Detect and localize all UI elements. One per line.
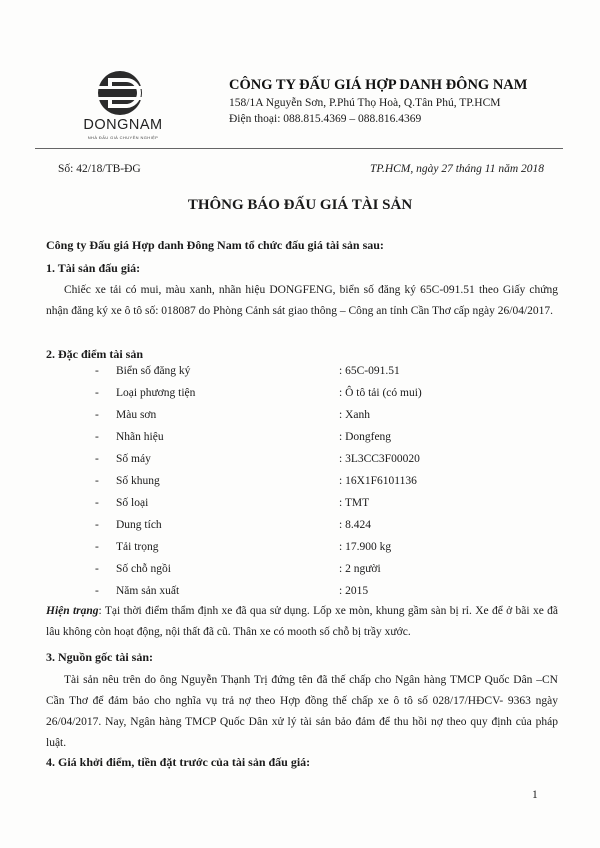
company-name: CÔNG TY ĐẤU GIÁ HỢP DANH ĐÔNG NAM bbox=[229, 77, 528, 93]
condition-text: : Tại thời điểm thẩm định xe đã qua sử dụng. Lốp xe mòn, khung gầm sàn bị rỉ. Xe để ở bãi xe đã lâu không còn hoạt động, nội thất đã cũ. Thân xe có mooth số chỗ bị trầy xước. bbox=[46, 605, 558, 638]
section-4-heading: 4. Giá khởi điểm, tiền đặt trước của tài sản đấu giá: bbox=[46, 755, 311, 769]
spec-value: : 65C-091.51 bbox=[339, 365, 400, 377]
bullet-dash: - bbox=[95, 387, 99, 399]
section-3-body: Tài sản nêu trên do ông Nguyễn Thạnh Trị đứng tên đã thế chấp cho Ngân hàng TMCP Quốc Dân –CN Cần Thơ để đảm bảo cho nghĩa vụ trả nợ theo Hợp đồng thế chấp xe ô tô số 028/17/HĐCV- 9363 ngày 26/04/2017. Nay, Ngân hàng TMCP Quốc Dân xử lý tài sản bảo đảm để thu hồi nợ theo quy định của pháp luật. bbox=[46, 674, 558, 749]
spec-row bbox=[0, 453, 600, 475]
document-date: TP.HCM, ngày 27 tháng 11 năm 2018 bbox=[370, 163, 544, 175]
spec-label: Tải trọng bbox=[116, 541, 159, 553]
spec-row bbox=[0, 519, 600, 541]
bullet-dash: - bbox=[95, 497, 99, 509]
bullet-dash: - bbox=[95, 563, 99, 575]
spec-label: Loại phương tiện bbox=[116, 387, 196, 399]
spec-label: Số máy bbox=[116, 453, 151, 465]
page-number: 1 bbox=[532, 789, 538, 801]
condition-paragraph bbox=[46, 601, 558, 643]
logo-text: DONGNAM bbox=[83, 117, 163, 133]
spec-row bbox=[0, 563, 600, 585]
section-1-text bbox=[46, 280, 558, 322]
spec-value: : 8.424 bbox=[339, 519, 371, 531]
spec-label: Dung tích bbox=[116, 519, 162, 531]
spec-row bbox=[0, 475, 600, 497]
reference-number: Số: 42/18/TB-ĐG bbox=[58, 163, 141, 175]
page-title: THÔNG BÁO ĐẤU GIÁ TÀI SẢN bbox=[187, 197, 413, 213]
bullet-dash: - bbox=[95, 585, 99, 597]
spec-label: Nhãn hiệu bbox=[116, 431, 164, 443]
bullet-dash: - bbox=[95, 541, 99, 553]
section-2-heading: 2. Đặc điểm tài sản bbox=[46, 347, 143, 361]
spec-value: : 3L3CC3F00020 bbox=[339, 453, 420, 465]
spec-value: : 16X1F6101136 bbox=[339, 475, 417, 487]
company-phone: Điện thoại: 088.815.4369 – 088.816.4369 bbox=[229, 113, 422, 125]
company-address: 158/1A Nguyễn Sơn, P.Phú Thọ Hoà, Q.Tân Phú, TP.HCM bbox=[229, 97, 501, 109]
spec-value: : 2 người bbox=[339, 563, 381, 575]
spec-value: : 17.900 kg bbox=[339, 541, 392, 553]
bullet-dash: - bbox=[95, 519, 99, 531]
spec-label: Màu sơn bbox=[116, 409, 157, 421]
section-3-heading: 3. Nguồn gốc tài sản: bbox=[46, 650, 154, 664]
spec-row bbox=[0, 541, 600, 563]
spec-label: Số loại bbox=[116, 497, 149, 509]
logo-tagline: NHÀ ĐẤU GIÁ CHUYÊN NGHIỆP bbox=[87, 135, 159, 140]
section-1-body: Chiếc xe tải có mui, màu xanh, nhãn hiệu DONGFENG, biển số đăng ký 65C-091.51 theo Giấy chứng nhận đăng ký xe ô tô số: 018087 do Phòng Cảnh sát giao thông – Công an tỉnh Cần Thơ cấp ngày 26/04/2017. bbox=[46, 284, 558, 317]
spec-row bbox=[0, 387, 600, 409]
spec-value: : Dongfeng bbox=[339, 431, 392, 443]
spec-value: : Ô tô tải (có mui) bbox=[339, 387, 422, 399]
bullet-dash: - bbox=[95, 409, 99, 421]
spec-value: : 2015 bbox=[339, 585, 369, 597]
section-3-text bbox=[46, 670, 558, 754]
spec-value: : TMT bbox=[339, 497, 370, 509]
spec-value: : Xanh bbox=[339, 409, 370, 421]
section-1-heading: 1. Tài sản đấu giá: bbox=[46, 261, 141, 275]
spec-row bbox=[0, 497, 600, 519]
bullet-dash: - bbox=[95, 365, 99, 377]
bullet-dash: - bbox=[95, 431, 99, 443]
intro-line: Công ty Đấu giá Hợp danh Đông Nam tổ chức đấu giá tài sản sau: bbox=[46, 238, 384, 252]
spec-label: Biển số đăng ký bbox=[116, 365, 191, 377]
spec-row bbox=[0, 409, 600, 431]
spec-label: Số chỗ ngồi bbox=[116, 563, 171, 575]
spec-label: Năm sản xuất bbox=[116, 585, 180, 597]
bullet-dash: - bbox=[95, 475, 99, 487]
condition-label: Hiện trạng bbox=[46, 605, 99, 617]
spec-row bbox=[0, 365, 600, 387]
dongnam-logo-icon bbox=[92, 70, 148, 116]
bullet-dash: - bbox=[95, 453, 99, 465]
spec-label: Số khung bbox=[116, 475, 160, 487]
header-divider bbox=[35, 148, 563, 149]
spec-row bbox=[0, 431, 600, 453]
